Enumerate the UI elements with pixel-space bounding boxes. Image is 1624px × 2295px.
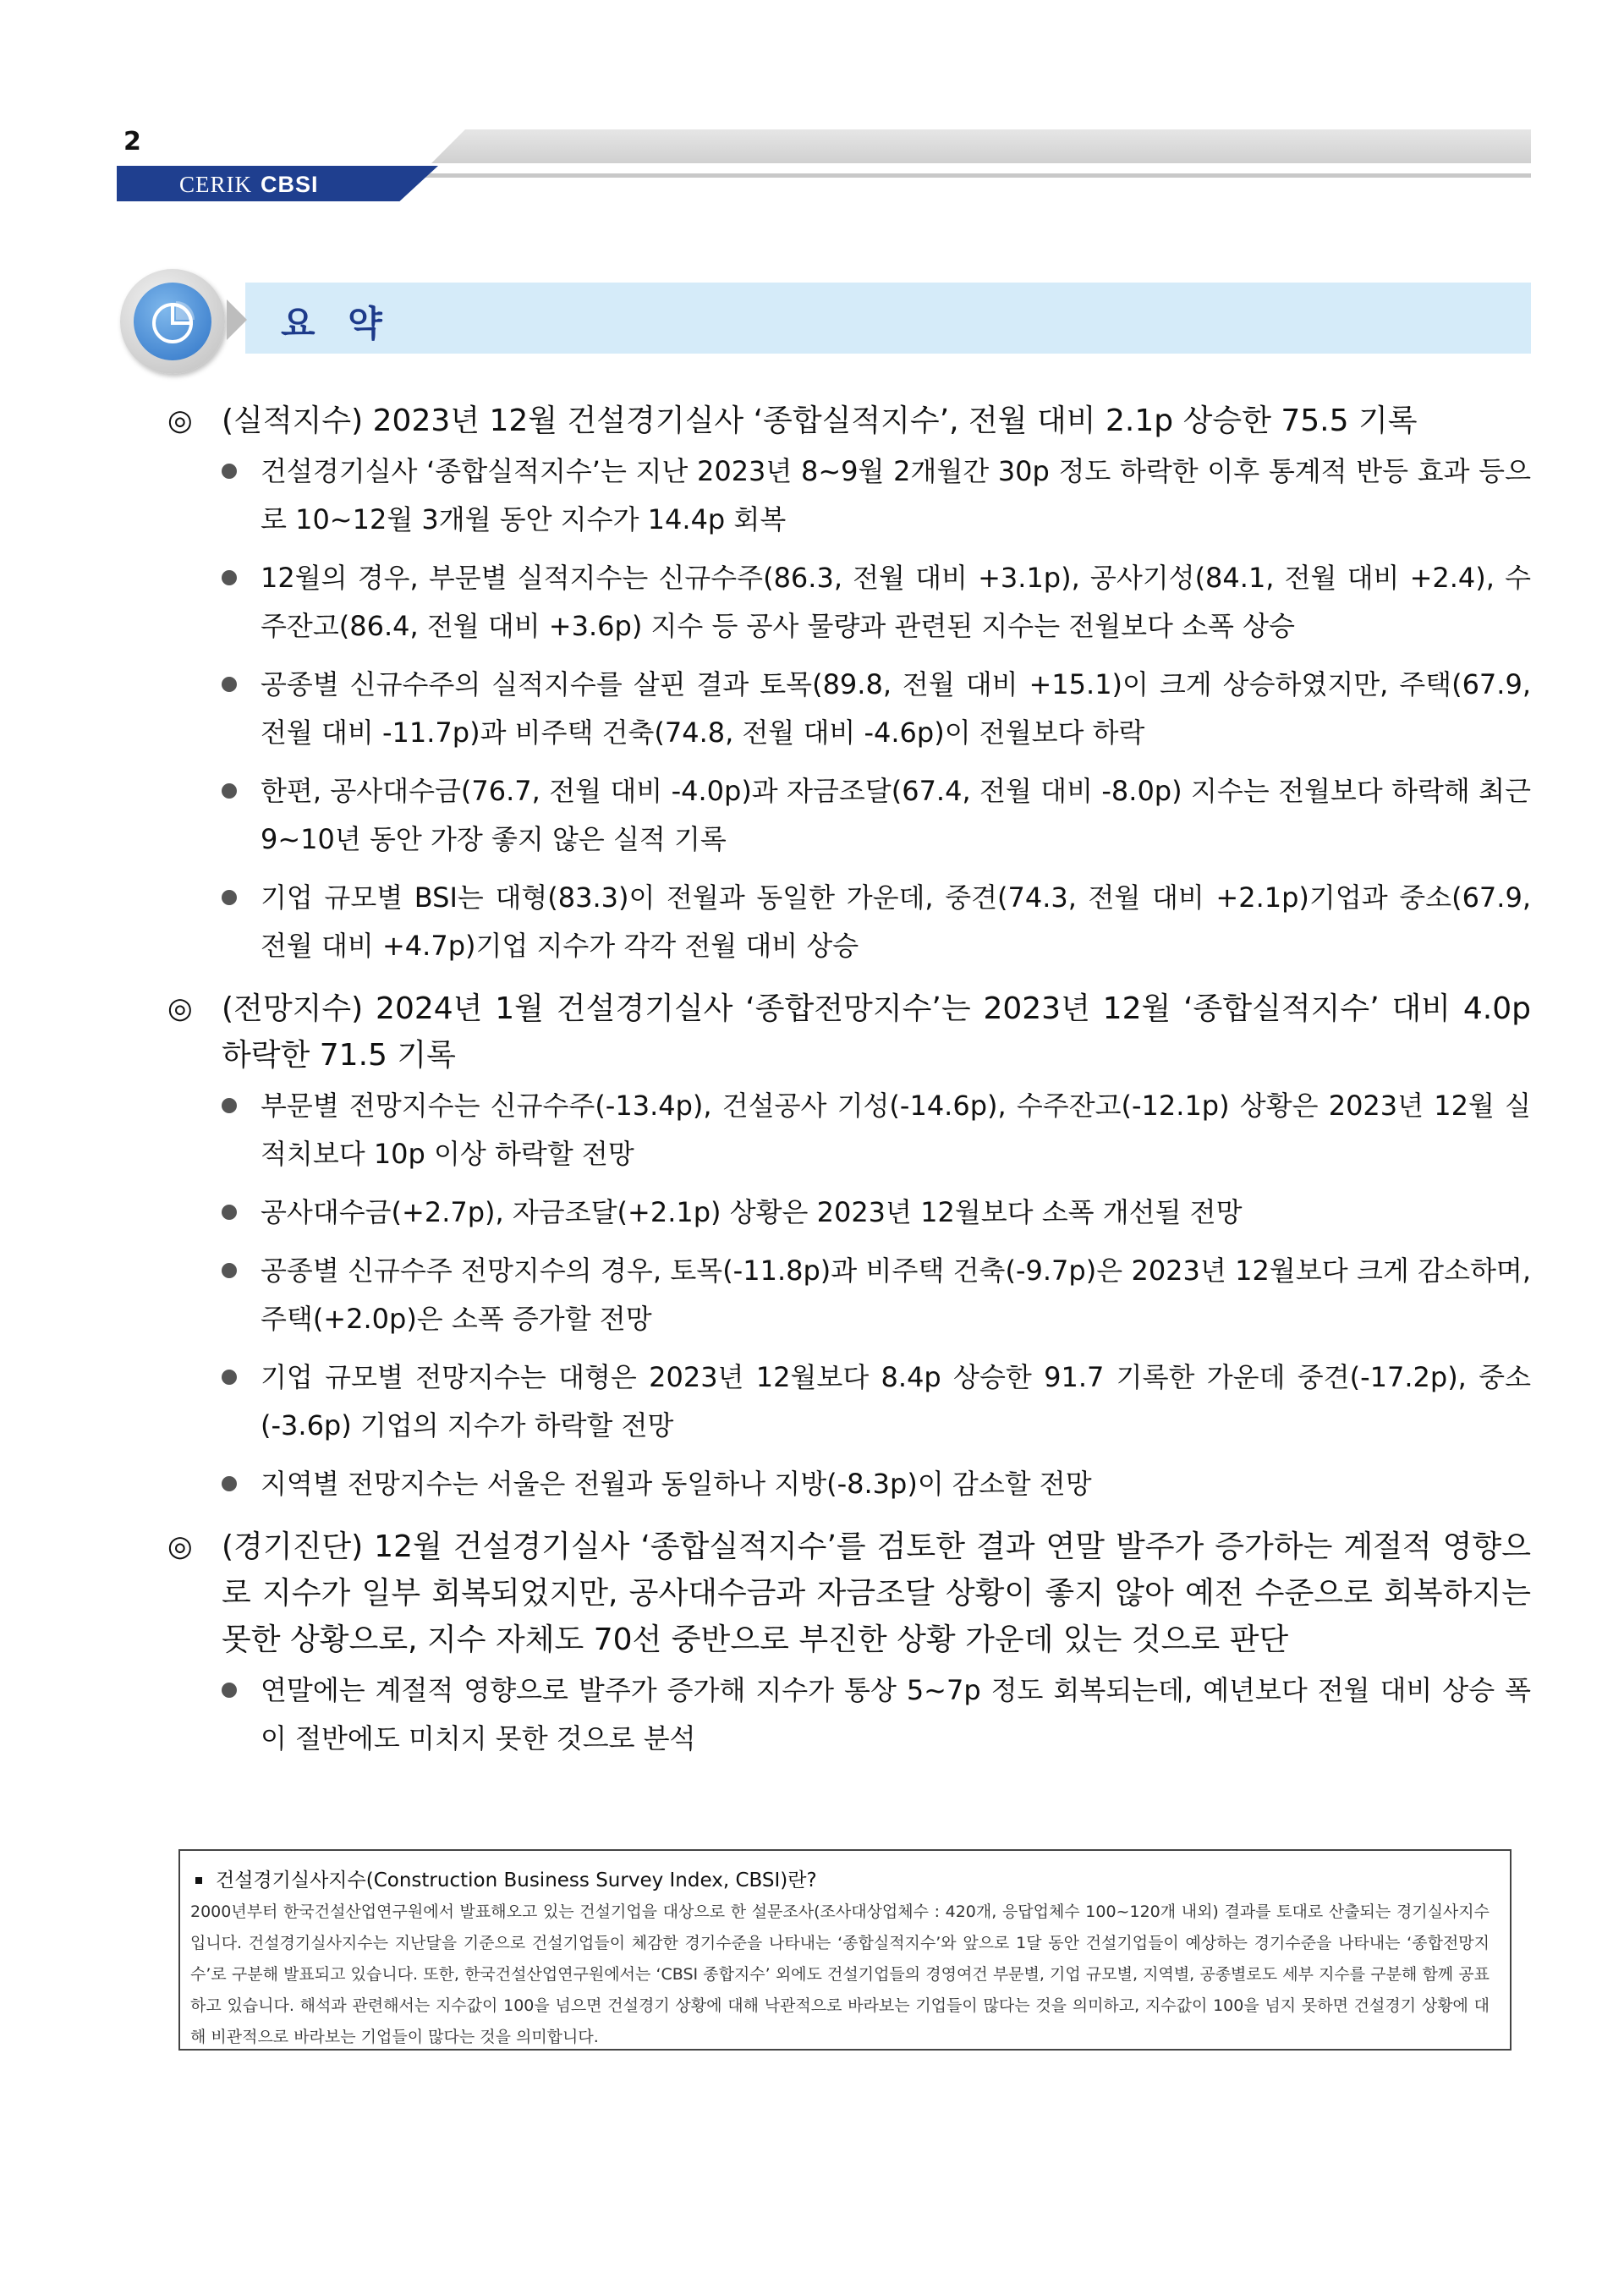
list-item <box>167 1189 1531 1237</box>
bullet-text: 부문별 전망지수는 신규수주(-13.4p), 건설공사 기성(-14.6p), 수주잔고(-12.1p) 상황은 2023년 12월 실적치보다 10p 이상 하락할 전망 <box>261 1090 1531 1170</box>
bullet-dot-icon <box>222 1683 237 1698</box>
list-item <box>167 661 1531 757</box>
bullet-dot-icon <box>222 570 237 585</box>
list-item <box>167 1666 1531 1763</box>
bullet-dot-icon <box>222 464 237 479</box>
page-number: 2 <box>123 127 141 156</box>
chevron-right-icon <box>227 299 247 340</box>
bullet-dot-icon <box>222 677 237 692</box>
bullet-dot-icon <box>222 890 237 905</box>
logo-cbsi-text: CBSI <box>261 172 319 197</box>
list-item <box>167 1082 1531 1178</box>
summary-title: 요 약 <box>281 303 392 344</box>
cerik-cbsi-logo <box>179 170 319 198</box>
bullet-text: 공종별 신규수주의 실적지수를 살핀 결과 토목(89.8, 전월 대비 +15.1)이 크게 상승하였지만, 주택(67.9, 전월 대비 -11.7p)과 비주택 건축(74.8, 전월 대비 -4.6p)이 전월보다 하락 <box>261 668 1531 749</box>
section-title: (실적지수) 2023년 12월 건설경기실사 ‘종합실적지수’, 전월 대비 2.1p 상승한 75.5 기록 <box>222 404 1418 438</box>
list-item <box>167 1247 1531 1343</box>
bullet-text: 공종별 신규수주 전망지수의 경우, 토목(-11.8p)과 비주택 건축(-9.7p)은 2023년 12월보다 크게 감소하며, 주택(+2.0p)은 소폭 증가할 전망 <box>261 1255 1531 1335</box>
bullet-list <box>167 1666 1531 1763</box>
section-heading <box>167 986 1531 1079</box>
section-title: (전망지수) 2024년 1월 건설경기실사 ‘종합전망지수’는 2023년 12월 ‘종합실적지수’ 대비 4.0p 하락한 71.5 기록 <box>222 991 1531 1073</box>
definition-heading <box>190 1866 1490 1895</box>
section-heading <box>167 398 1531 444</box>
section-performance-index <box>167 398 1531 970</box>
square-bullet-icon <box>195 1877 202 1884</box>
section-outlook-index <box>167 986 1531 1508</box>
bullet-text: 연말에는 계절적 영향으로 발주가 증가해 지수가 통상 5~7p 정도 회복되는데, 예년보다 전월 대비 상승 폭이 절반에도 미치지 못한 것으로 분석 <box>261 1674 1531 1754</box>
bullet-dot-icon <box>222 783 237 799</box>
definition-title: 건설경기실사지수(Construction Business Survey Index, CBSI)란? <box>216 1869 817 1891</box>
pie-chart-icon <box>134 283 211 360</box>
section-heading <box>167 1524 1531 1663</box>
bullet-dot-icon <box>222 1098 237 1113</box>
double-circle-icon: ◎ <box>167 404 193 437</box>
list-item <box>167 447 1531 544</box>
list-item <box>167 767 1531 864</box>
bullet-list <box>167 1082 1531 1508</box>
bullet-text: 공사대수금(+2.7p), 자금조달(+2.1p) 상황은 2023년 12월보다 소폭 개선될 전망 <box>261 1196 1243 1228</box>
cbsi-definition-box <box>178 1849 1512 2051</box>
header-divider <box>398 173 1531 178</box>
bullet-dot-icon <box>222 1370 237 1385</box>
double-circle-icon: ◎ <box>167 991 193 1025</box>
bullet-text: 지역별 전망지수는 서울은 전월과 동일하나 지방(-8.3p)이 감소할 전망 <box>261 1468 1092 1500</box>
bullet-dot-icon <box>222 1205 237 1220</box>
summary-content <box>167 398 1531 1778</box>
section-diagnosis <box>167 1524 1531 1763</box>
bullet-list <box>167 447 1531 970</box>
bullet-text: 기업 규모별 전망지수는 대형은 2023년 12월보다 8.4p 상승한 91.7 기록한 가운데 중견(-17.2p), 중소(-3.6p) 기업의 지수가 하락할 전망 <box>261 1361 1531 1441</box>
list-item <box>167 874 1531 970</box>
definition-body: 2000년부터 한국건설산업연구원에서 발표해오고 있는 건설기업을 대상으로 한 설문조사(조사대상업체수 : 420개, 응답업체수 100~120개 내외) 결과를 토대로 산출되는 경기실사지수입니다. 건설경기실사지수는 지난달을 기준으로 건설기업들이 체감한 경기수준을 나타내는 ‘종합실적지수’와 앞으로 1달 동안 건설기업들이 예상하는 경기수준을 나타내는 ‘종합전망지수’로 구분해 발표되고 있습니다. 또한, 한국건설산업연구원에서는 ‘CBSI 종합지수’ 외에도 건설기업들의 경영여건 부문별, 기업 규모별, 지역별, 공종별로도 세부 지수를 구분해 함께 공표하고 있습니다. 해석과 관련해서는 지수값이 100을 넘으면 건설경기 상황에 대해 낙관적으로 바라보는 기업들이 많다는 것을 의미하고, 지수값이 100을 넘지 못하면 건설경기 상황에 대해 비관적으로 바라보는 기업들이 많다는 것을 의미합니다. <box>190 1902 1490 2046</box>
bullet-text: 기업 규모별 BSI는 대형(83.3)이 전월과 동일한 가운데, 중견(74.3, 전월 대비 +2.1p)기업과 중소(67.9, 전월 대비 +4.7p)기업 지수가 각각 전월 대비 상승 <box>261 881 1531 962</box>
header-gray-band <box>431 129 1531 163</box>
bullet-text: 건설경기실사 ‘종합실적지수’는 지난 2023년 8~9월 2개월간 30p 정도 하락한 이후 통계적 반등 효과 등으로 10~12월 3개월 동안 지수가 14.4p 회복 <box>261 455 1531 535</box>
list-item <box>167 1353 1531 1450</box>
section-title: (경기진단) 12월 건설경기실사 ‘종합실적지수’를 검토한 결과 연말 발주가 증가하는 계절적 영향으로 지수가 일부 회복되었지만, 공사대수금과 자금조달 상황이 좋지 않아 예전 수준으로 회복하지는 못한 상황으로, 지수 자체도 70선 중반으로 부진한 상황 가운데 있는 것으로 판단 <box>222 1529 1531 1657</box>
logo-cerik-text: CERIK <box>179 172 252 197</box>
list-item <box>167 1460 1531 1508</box>
bullet-text: 12월의 경우, 부문별 실적지수는 신규수주(86.3, 전월 대비 +3.1p), 공사기성(84.1, 전월 대비 +2.4), 수주잔고(86.4, 전월 대비 +3.6p) 지수 등 공사 물량과 관련된 지수는 전월보다 소폭 상승 <box>261 562 1531 642</box>
bullet-dot-icon <box>222 1476 237 1491</box>
double-circle-icon: ◎ <box>167 1529 193 1563</box>
summary-banner <box>245 283 1531 354</box>
bullet-dot-icon <box>222 1263 237 1278</box>
list-item <box>167 554 1531 651</box>
bullet-text: 한편, 공사대수금(76.7, 전월 대비 -4.0p)과 자금조달(67.4, 전월 대비 -8.0p) 지수는 전월보다 하락해 최근 9~10년 동안 가장 좋지 않은 실적 기록 <box>261 775 1531 855</box>
